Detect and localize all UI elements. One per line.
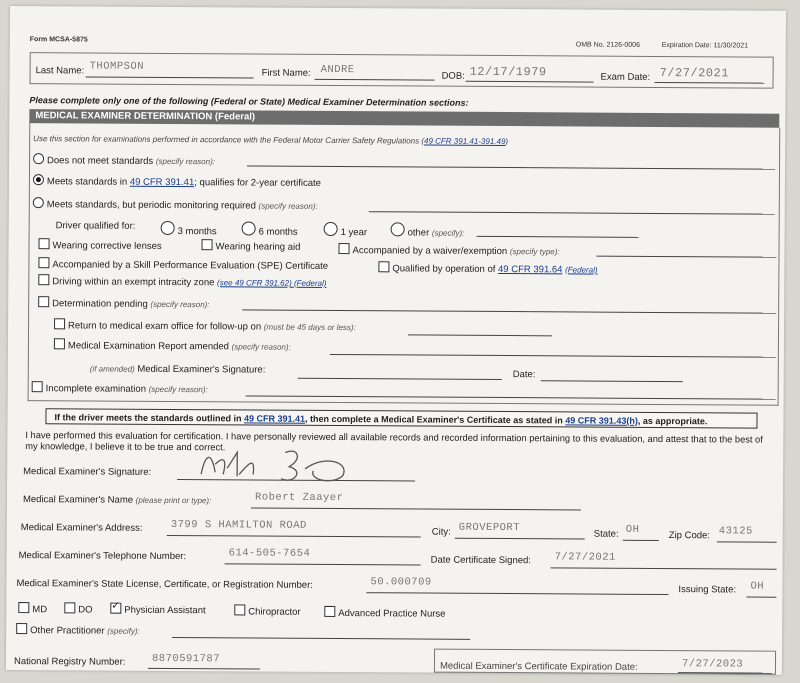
checkbox-intracity[interactable]: Driving within an exempt intracity zone (see 49 CFR 391.62) (Federal) bbox=[38, 274, 326, 289]
examiner-phone-field[interactable]: 614-505-7654 bbox=[228, 547, 311, 560]
radio-periodic-monitoring[interactable] bbox=[33, 197, 44, 208]
checkbox-other-practitioner[interactable]: Other Practitioner (specify): bbox=[16, 623, 140, 637]
first-name-label: First Name: bbox=[261, 67, 311, 79]
option-periodic-monitoring[interactable]: Meets standards, but periodic monitoring required (specify reason): bbox=[33, 197, 318, 212]
option-3-months[interactable]: 3 months bbox=[161, 221, 217, 237]
examiner-signature-label: Medical Examiner's Signature: bbox=[23, 466, 152, 478]
exam-date-field[interactable]: 7/27/2021 bbox=[659, 65, 729, 81]
zip-label: Zip Code: bbox=[668, 530, 710, 542]
examiner-name-field[interactable]: Robert Zaayer bbox=[254, 491, 344, 505]
zip-field[interactable]: 43125 bbox=[718, 525, 753, 538]
license-label: Medical Examiner's State License, Certificate, or Registration Number: bbox=[16, 578, 313, 591]
checkbox-determination-pending[interactable]: Determination pending (specify reason): bbox=[38, 296, 209, 310]
amended-signature-label: (if amended) Medical Examiner's Signature: bbox=[89, 363, 266, 376]
amended-date-label: Date: bbox=[512, 369, 536, 381]
form-page bbox=[6, 6, 786, 675]
exam-date-label: Exam Date: bbox=[600, 71, 651, 83]
instruction-text: Please complete only one of the following (Federal or State) Medical Examiner Determination sections: bbox=[29, 95, 469, 108]
checkbox-report-amended[interactable]: Medical Examination Report amended (specify reason): bbox=[54, 338, 291, 352]
examiner-address-field[interactable]: 3799 S HAMILTON ROAD bbox=[170, 518, 307, 532]
examiner-address-label: Medical Examiner's Address: bbox=[20, 522, 143, 534]
last-name-label: Last Name: bbox=[35, 65, 85, 77]
option-1-year[interactable]: 1 year bbox=[324, 222, 368, 238]
section-usage-text: Use this section for examinations performed in accordance with the Federal Motor Carrier Safety Regulations (49 CFR 391.41-391.49) bbox=[33, 134, 509, 147]
checkbox-do[interactable]: DO bbox=[64, 602, 92, 615]
section-header: MEDICAL EXAMINER DETERMINATION (Federal) bbox=[29, 109, 779, 128]
city-field[interactable]: GROVEPORT bbox=[458, 521, 521, 535]
examiner-phone-label: Medical Examiner's Telephone Number: bbox=[18, 550, 187, 563]
checkbox-corrective-lenses[interactable]: Wearing corrective lenses bbox=[39, 238, 162, 252]
checkbox-chiropractor[interactable]: Chiropractor bbox=[234, 604, 300, 617]
first-name-field[interactable]: ANDRE bbox=[320, 63, 355, 77]
expiration-date: Expiration Date: 11/30/2021 bbox=[661, 41, 749, 50]
checkbox-physician-assistant[interactable]: ✓ Physician Assistant bbox=[110, 603, 205, 617]
cert-expiration-label: Medical Examiner's Certificate Expiration Date: bbox=[439, 660, 638, 673]
option-other[interactable]: other (specify): bbox=[391, 222, 465, 238]
state-label: State: bbox=[593, 528, 619, 540]
date-signed-field[interactable]: 7/27/2021 bbox=[554, 551, 616, 564]
date-signed-label: Date Certificate Signed: bbox=[430, 554, 531, 567]
last-name-field[interactable]: THOMPSON bbox=[89, 60, 145, 73]
driver-qualified-label: Driver qualified for: bbox=[55, 220, 136, 232]
checkbox-hearing-aid[interactable]: Wearing hearing aid bbox=[201, 239, 300, 253]
license-field[interactable]: 50.000709 bbox=[370, 576, 432, 589]
registry-field[interactable]: 8870591787 bbox=[151, 652, 221, 666]
cert-expiration-field[interactable]: 7/27/2023 bbox=[681, 658, 744, 671]
state-field[interactable]: OH bbox=[625, 523, 640, 536]
option-meets-standards[interactable]: Meets standards in 49 CFR 391.41; qualifies for 2-year certificate bbox=[33, 174, 321, 189]
radio-meets-standards[interactable] bbox=[33, 174, 44, 185]
radio-does-not-meet[interactable] bbox=[33, 153, 44, 164]
checkbox-return-followup[interactable]: Return to medical exam office for follow-up on (must be 45 days or less): bbox=[54, 318, 356, 333]
examiner-name-label: Medical Examiner's Name (please print or type): bbox=[22, 494, 212, 506]
checkbox-md[interactable]: MD bbox=[18, 602, 47, 615]
registry-label: National Registry Number: bbox=[13, 656, 126, 668]
checkbox-advanced-practice-nurse[interactable]: Advanced Practice Nurse bbox=[324, 606, 445, 620]
city-label: City: bbox=[431, 526, 451, 538]
option-6-months[interactable]: 6 months bbox=[242, 221, 298, 237]
checkbox-spe[interactable]: Accompanied by a Skill Performance Evaluation (SPE) Certificate bbox=[38, 257, 328, 272]
issuing-state-label: Issuing State: bbox=[678, 584, 737, 596]
omb-number: OMB No. 2126-0006 bbox=[575, 41, 640, 49]
attestation-text: I have performed this evaluation for certification. I have personally reviewed all available records and recorded information pertaining to this evaluation, and attest that to the best of my knowledge, I believe it to be true and correct. bbox=[25, 430, 763, 453]
examiner-signature[interactable] bbox=[193, 444, 363, 487]
checkbox-incomplete[interactable]: Incomplete examination (specify reason): bbox=[32, 381, 208, 395]
option-does-not-meet[interactable]: Does not meet standards (specify reason): bbox=[33, 153, 215, 167]
form-id: Form MCSA-5875 bbox=[29, 36, 88, 44]
checkbox-waiver[interactable]: Accompanied by a waiver/exemption (specify type): bbox=[338, 243, 559, 257]
checkbox-qualified-operation[interactable]: Qualified by operation of 49 CFR 391.64 (Federal) bbox=[378, 261, 597, 275]
standards-notice: If the driver meets the standards outlined in 49 CFR 391.41, then complete a Medical Examiner's Certificate as stated in 49 CFR 391.43(h), as appropriate. bbox=[45, 408, 757, 428]
issuing-state-field[interactable]: OH bbox=[750, 580, 765, 593]
dob-label: DOB: bbox=[441, 70, 465, 82]
dob-field[interactable]: 12/17/1979 bbox=[469, 64, 547, 80]
